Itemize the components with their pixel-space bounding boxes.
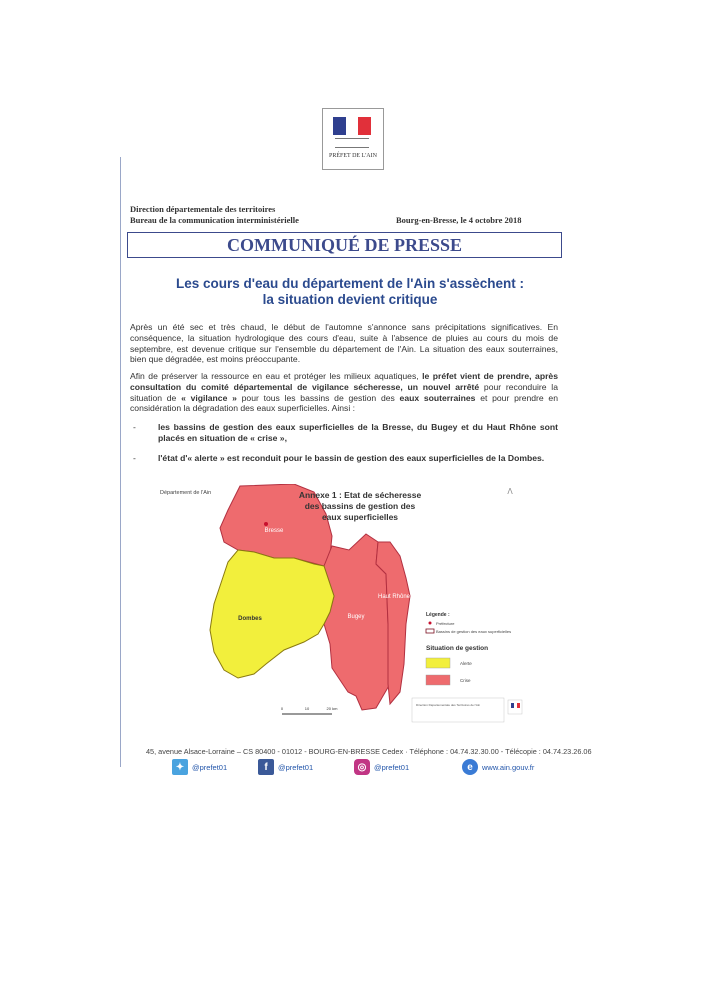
- scale-label-10: 10: [304, 706, 310, 711]
- date-line: Bourg-en-Bresse, le 4 octobre 2018: [396, 215, 522, 225]
- region-label-bugey: Bugey: [347, 614, 365, 620]
- legend-alerte-swatch: [426, 658, 450, 668]
- bullet-text: les bassins de gestion des eaux superficielles de la Bresse, du Bugey et du Haut Rhône sont placés en situation de « crise »,: [158, 422, 558, 443]
- list-item: [133, 453, 558, 464]
- legend-title: Légende :: [426, 612, 450, 618]
- twitter-handle: @prefet01: [192, 762, 228, 772]
- page-title: COMMUNIQUÉ DE PRESSE: [226, 235, 463, 255]
- facebook-handle: @prefet01: [278, 762, 314, 772]
- scale-label-20: 20 km: [326, 706, 338, 711]
- paragraph-2-part1: Afin de préserver la ressource en eau et protéger les milieux aquatiques,: [130, 371, 423, 381]
- paragraph-2-part2: pour reconduire la situation de: [130, 381, 558, 403]
- instagram-handle: @prefet01: [374, 762, 410, 772]
- headline-line1: Les cours d'eau du département de l'Ain s'assèchent :: [176, 276, 524, 291]
- paragraph-2-bold1: le préfet vient de prendre, après consultation du comité départemental de vigilance sécheresse, un nouvel arrêté: [130, 371, 558, 392]
- margin-rule: [120, 157, 121, 767]
- legend-crise-label: Crise: [460, 678, 471, 683]
- paragraph-2: [130, 371, 558, 414]
- north-arrow-icon: Ʌ: [507, 487, 513, 496]
- marianne-motto-icon: [335, 138, 369, 148]
- region-label-haut-rhone: Haut Rhône: [377, 594, 411, 600]
- headline: [140, 276, 560, 308]
- globe-icon: e: [462, 759, 478, 775]
- paragraph-2-part4: et pour prendre en considération la dégradation des eaux superficielles. Ainsi :: [130, 392, 558, 414]
- map-title-line3: eaux superficielles: [321, 512, 399, 522]
- drought-map: [154, 484, 526, 726]
- direction-name: Direction départementale des territoires: [130, 204, 276, 214]
- footer-address: 45, avenue Alsace-Lorraine – CS 80400 - 01012 - BOURG-EN-BRESSE Cedex · Téléphone : 04.74.32.30.00 - Télécopie : 04.74.23.26.06: [146, 747, 592, 756]
- paragraph-2-part3: pour tous les bassins de gestion des: [236, 392, 400, 403]
- facebook-link[interactable]: [258, 758, 313, 776]
- facebook-icon: f: [258, 759, 274, 775]
- bullet-list: [133, 422, 558, 472]
- bullet-text: l'état d'« alerte » est reconduit pour le bassin de gestion des eaux superficielles de la Dombes.: [158, 452, 545, 463]
- paragraph-1: Après un été sec et très chaud, le début de l'automne s'annonce sans précipitations significatives. En conséquence, la situation hydrologique des cours d'eau, suite à l'absence de pluies au cours du mois de septembre, est devenue critique sur l'ensemble du département de l'Ain. La situation des eaux souterraines, bien que dégradée, est moins préoccupante.: [130, 322, 558, 365]
- legend-prefecture-icon: [429, 622, 432, 625]
- paragraph-2-bold3: eaux souterraines: [399, 392, 476, 403]
- region-label-bresse: Bresse: [264, 528, 284, 534]
- marianne-flag-icon: [333, 117, 371, 135]
- title-box: [127, 232, 562, 258]
- prefecture-marker-icon: [264, 522, 268, 526]
- bullet-marker: -: [133, 422, 136, 432]
- legend-alerte-label: Alerte: [460, 661, 472, 666]
- scale-label-0: 0: [280, 706, 284, 711]
- map-title-line1: Annexe 1 : Etat de sécheresse: [298, 490, 422, 500]
- map-corner-label: Département de l'Ain: [160, 490, 212, 496]
- website-url: www.ain.gouv.fr: [482, 762, 535, 772]
- website-link[interactable]: [462, 758, 534, 776]
- instagram-link[interactable]: [354, 758, 409, 776]
- bullet-marker: -: [133, 452, 136, 463]
- headline-line2: la situation devient critique: [262, 292, 438, 307]
- prefecture-logo: [322, 108, 384, 170]
- paragraph-2-bold2: « vigilance »: [181, 392, 237, 403]
- bureau-name: Bureau de la communication interministérielle: [130, 215, 299, 225]
- twitter-link[interactable]: [172, 758, 227, 776]
- sender-block: [130, 204, 299, 226]
- map-title-line2: des bassins de gestion des: [304, 501, 416, 511]
- list-item: [133, 422, 558, 444]
- region-label-dombes: Dombes: [238, 616, 262, 622]
- legend-item-prefecture: Préfecture: [436, 621, 455, 626]
- credit-text: Direction Départementale des Territoires de l'Ain: [416, 703, 481, 707]
- twitter-icon: ✦: [172, 759, 188, 775]
- situation-title: Situation de gestion: [426, 645, 489, 652]
- credit-box: [412, 698, 504, 722]
- instagram-icon: ◎: [354, 759, 370, 775]
- prefet-label: PRÉFET DE L'AIN: [329, 153, 377, 159]
- legend-crise-swatch: [426, 675, 450, 685]
- legend-item-basins: Bassins de gestion des eaux superficielles: [436, 629, 512, 634]
